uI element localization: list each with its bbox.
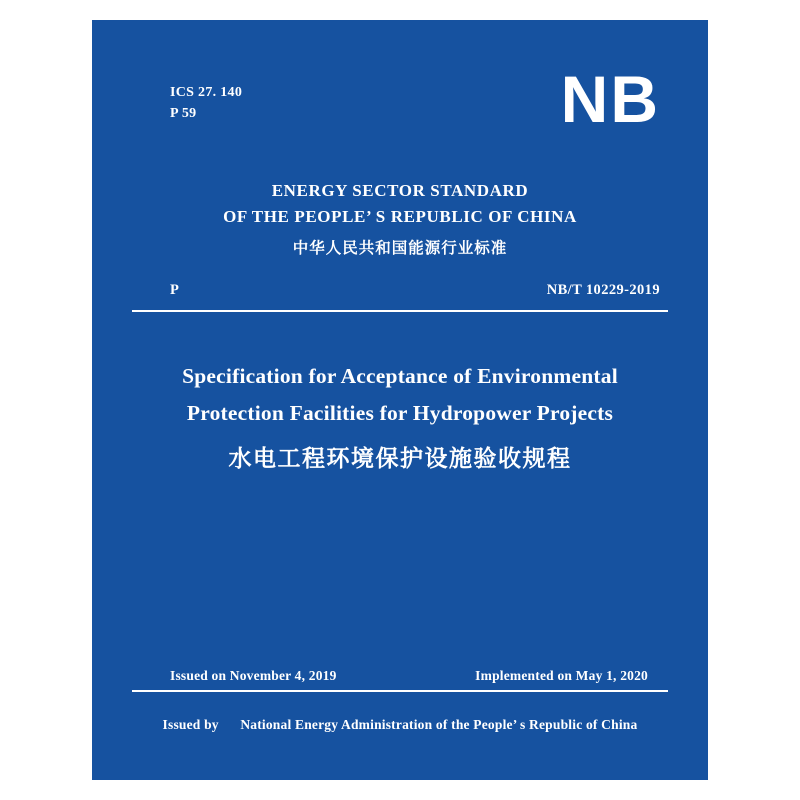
issued-date: Issued on November 4, 2019 [170, 668, 337, 683]
dates-row [170, 668, 648, 684]
issued-by-label: Issued by [162, 717, 219, 732]
divider-bottom [132, 690, 668, 692]
org-chinese: 中华人民共和国能源行业标准 [292, 239, 508, 257]
ics-block [170, 82, 242, 124]
category-letter: P [170, 282, 180, 298]
issuer-row [92, 717, 708, 733]
org-english-line-2: OF THE PEOPLE’ S REPUBLIC OF CHINA [223, 207, 577, 226]
divider-top [132, 310, 668, 312]
nb-logo: NB [560, 62, 660, 136]
title-english-line-2: Protection Facilities for Hydropower Projects [186, 401, 614, 425]
implemented-date: Implemented on May 1, 2020 [475, 668, 648, 683]
ics-number: ICS 27. 140 [170, 85, 243, 100]
title-chinese: 水电工程环境保护设施验收规程 [228, 446, 572, 472]
standard-cover [92, 20, 708, 780]
standard-number: NB/T 10229-2019 [546, 282, 660, 298]
issued-by-organization: National Energy Administration of the People’ s Republic of China [240, 717, 638, 732]
issuing-body-heading [92, 178, 708, 263]
title-english-line-1: Specification for Acceptance of Environmental [182, 364, 618, 388]
org-english-line-1: ENERGY SECTOR STANDARD [271, 181, 529, 200]
classification-code: P 59 [170, 106, 197, 121]
code-row [170, 282, 660, 299]
document-title [152, 358, 648, 480]
